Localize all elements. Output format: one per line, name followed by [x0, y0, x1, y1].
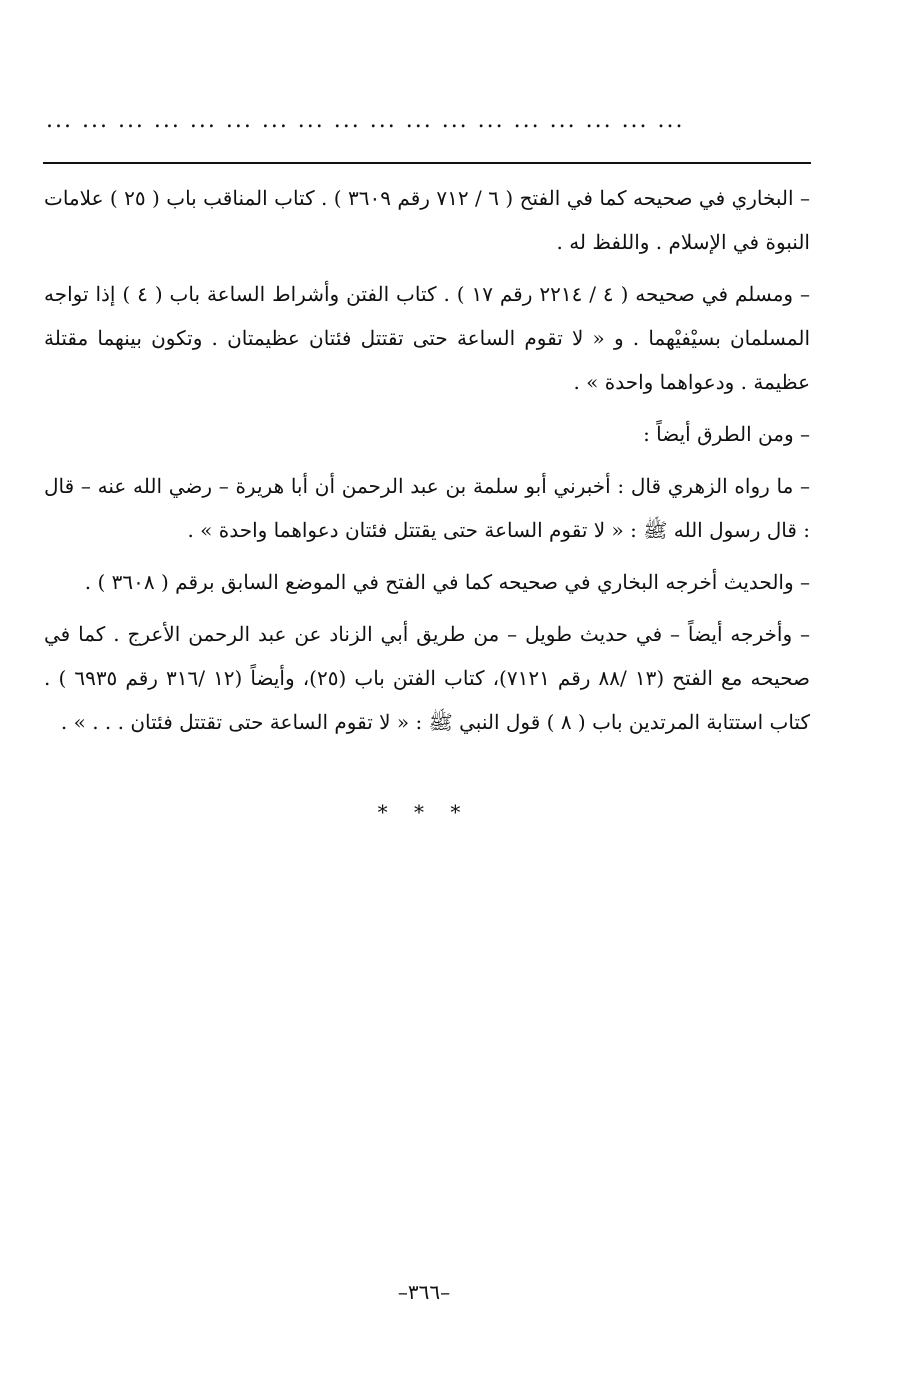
paragraph-zuhri: – ما رواه الزهري قال : أخبرني أبو سلمة بن عبد الرحمن أن أبا هريرة – رضي الله عنه – قال : قال رسول الله ﷺ : « لا تقوم الساعة حتى يقتتل فئتان دعواهما واحدة » .	[44, 474, 810, 542]
paragraph-long-hadith: – وأخرجه أيضاً – في حديث طويل – من طريق أبي الزناد عن عبد الرحمن الأعرج . كما في صحيحه مع الفتح (١٣ /٨٨ رقم ٧١٢١)، كتاب الفتن باب (٢٥)، وأيضاً (١٢ /٣١٦ رقم ٦٩٣٥ ) . كتاب استتابة المرتدين باب ( ٨ ) قول النبي ﷺ : « لا تقوم الساعة حتى تقتتل فئتان . . . » .	[44, 622, 811, 734]
paragraph-bukhari-3608: – والحديث أخرجه البخاري في صحيحه كما في الفتح في الموضع السابق برقم ( ٣٦٠٨ ) .	[84, 570, 810, 594]
page-number: –٣٦٦–	[397, 1280, 451, 1304]
paragraph-muslim: – ومسلم في صحيحه ( ٤ / ٢٢١٤ رقم ١٧ ) . كتاب الفتن وأشراط الساعة باب ( ٤ ) إذا تواجه المسلمان بسيْفيْهما . و « لا تقوم الساعة حتى تقتتل فئتان عظيمتان . وتكون بينهما مقتلة عظيمة . ودعواهما واحدة » .	[44, 282, 811, 394]
footnote-divider	[43, 162, 811, 164]
paragraph-bukhari: – البخاري في صحيحه كما في الفتح ( ٦ / ٧١٢ رقم ٣٦٠٩ ) . كتاب المناقب باب ( ٢٥ ) علامات النبوة في الإسلام . واللفظ له .	[44, 186, 810, 254]
body-text	[44, 176, 810, 752]
paragraph-other-routes: – ومن الطرق أيضاً :	[643, 422, 810, 446]
section-separator: * * *	[377, 800, 471, 824]
top-dotted-line: ... ... ... ... ... ... ... ... ... ... ... ... ... ... ... ... ... ...	[46, 108, 685, 133]
